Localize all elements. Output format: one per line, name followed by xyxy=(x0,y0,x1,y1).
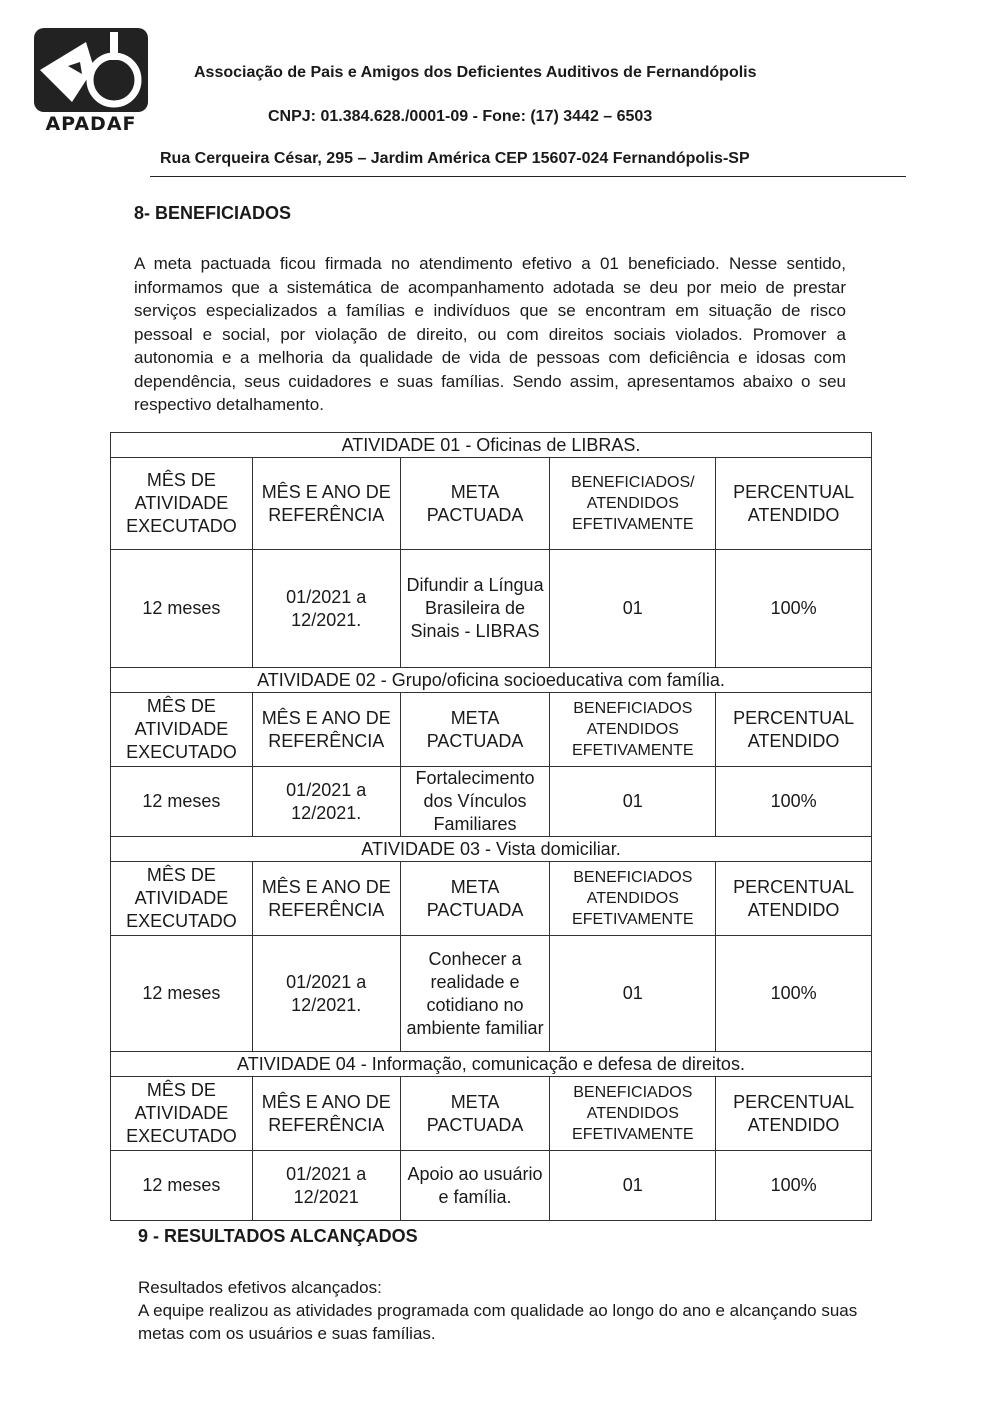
header-divider xyxy=(150,176,906,177)
header-cell: MÊS DE ATIVIDADE EXECUTADO xyxy=(111,862,253,936)
organization-name: Associação de Pais e Amigos dos Deficientes Auditivos de Fernandópolis xyxy=(194,64,757,81)
activities-table xyxy=(110,432,872,1221)
activity-title: ATIVIDADE 02 - Grupo/oficina socioeducativa com família. xyxy=(111,668,872,693)
organization-logo xyxy=(34,28,152,135)
table-row xyxy=(111,767,872,837)
header-cell: MÊS E ANO DE REFERÊNCIA xyxy=(252,1077,400,1151)
header-cell: PERCENTUAL ATENDIDO xyxy=(716,1077,872,1151)
table-cell: 01 xyxy=(550,1151,716,1221)
table-header-row xyxy=(111,458,872,550)
header-cell: PERCENTUAL ATENDIDO xyxy=(716,458,872,550)
header-cell: MÊS E ANO DE REFERÊNCIA xyxy=(252,693,400,767)
header-cell: META PACTUADA xyxy=(400,862,550,936)
header-cell: PERCENTUAL ATENDIDO xyxy=(716,862,872,936)
table-cell: 12 meses xyxy=(111,1151,253,1221)
table-cell: 01 xyxy=(550,936,716,1052)
table-cell: 01 xyxy=(550,767,716,837)
table-cell: 12 meses xyxy=(111,550,253,668)
table-header-row xyxy=(111,693,872,767)
table-cell: 01/2021 a 12/2021. xyxy=(252,550,400,668)
header-cell: BENEFICIADOS ATENDIDOS EFETIVAMENTE xyxy=(550,1077,716,1151)
table-cell: 100% xyxy=(716,767,872,837)
table-cell: 100% xyxy=(716,1151,872,1221)
header-cell: META PACTUADA xyxy=(400,693,550,767)
table-cell: 01/2021 a 12/2021. xyxy=(252,936,400,1052)
cnpj-phone: CNPJ: 01.384.628./0001-09 - Fone: (17) 3442 – 6503 xyxy=(268,108,653,125)
table-cell: 100% xyxy=(716,936,872,1052)
table-header-row xyxy=(111,1077,872,1151)
header-cell: META PACTUADA xyxy=(400,458,550,550)
results-subtitle: Resultados efetivos alcançados: xyxy=(138,1278,382,1297)
table-cell: 100% xyxy=(716,550,872,668)
activity-title-row xyxy=(111,433,872,458)
table-cell: Apoio ao usuário e família. xyxy=(400,1151,550,1221)
header-cell: PERCENTUAL ATENDIDO xyxy=(716,693,872,767)
table-cell: 01/2021 a 12/2021. xyxy=(252,767,400,837)
header-cell: BENEFICIADOS/ ATENDIDOS EFETIVAMENTE xyxy=(550,458,716,550)
address: Rua Cerqueira César, 295 – Jardim América CEP 15607-024 Fernandópolis-SP xyxy=(160,150,750,167)
table-cell: 12 meses xyxy=(111,767,253,837)
header-cell: BENEFICIADOS ATENDIDOS EFETIVAMENTE xyxy=(550,693,716,767)
table-cell: 01/2021 a 12/2021 xyxy=(252,1151,400,1221)
logo-text: APADAF xyxy=(45,113,137,135)
header-cell: MÊS DE ATIVIDADE EXECUTADO xyxy=(111,693,253,767)
header-cell: MÊS E ANO DE REFERÊNCIA xyxy=(252,458,400,550)
results-text: A equipe realizou as atividades programada com qualidade ao longo do ano e alcançando suas metas com os usuários e suas famílias. xyxy=(138,1301,858,1343)
table-row xyxy=(111,936,872,1052)
table-cell: 12 meses xyxy=(111,936,253,1052)
header-cell: BENEFICIADOS ATENDIDOS EFETIVAMENTE xyxy=(550,862,716,936)
activity-title-row xyxy=(111,668,872,693)
activity-title-row xyxy=(111,837,872,862)
table-cell: Difundir a Língua Brasileira de Sinais - LIBRAS xyxy=(400,550,550,668)
activity-title: ATIVIDADE 04 - Informação, comunicação e defesa de direitos. xyxy=(111,1052,872,1077)
table-row xyxy=(111,1151,872,1221)
logo-emblem-icon xyxy=(34,28,148,112)
section-8-paragraph: A meta pactuada ficou firmada no atendimento efetivo a 01 beneficiado. Nesse sentido, informamos que a sistemática de acompanhamento adotada se deu por meio de prestar serviços especializados a famílias e indivíduos que se encontram em situação de risco pessoal e social, por violação de direito, ou com direitos sociais violados. Promover a autonomia e a melhoria da qualidade de vida de pessoas com deficiência e idosas com dependência, seus cuidadores e suas famílias. Sendo assim, apresentamos abaixo o seu respectivo detalhamento. xyxy=(134,254,846,414)
header-cell: MÊS E ANO DE REFERÊNCIA xyxy=(252,862,400,936)
table-row xyxy=(111,550,872,668)
table-cell: Fortalecimento dos Vínculos Familiares xyxy=(400,767,550,837)
header-cell: MÊS DE ATIVIDADE EXECUTADO xyxy=(111,458,253,550)
header-cell: META PACTUADA xyxy=(400,1077,550,1151)
header-cell: MÊS DE ATIVIDADE EXECUTADO xyxy=(111,1077,253,1151)
activity-title: ATIVIDADE 03 - Vista domiciliar. xyxy=(111,837,872,862)
table-header-row xyxy=(111,862,872,936)
table-cell: 01 xyxy=(550,550,716,668)
section-8-title: 8- BENEFICIADOS xyxy=(134,203,292,223)
section-9-title: 9 - RESULTADOS ALCANÇADOS xyxy=(138,1226,418,1246)
section-9-results xyxy=(138,1276,858,1345)
activity-title: ATIVIDADE 01 - Oficinas de LIBRAS. xyxy=(111,433,872,458)
activity-title-row xyxy=(111,1052,872,1077)
table-cell: Conhecer a realidade e cotidiano no ambiente familiar xyxy=(400,936,550,1052)
